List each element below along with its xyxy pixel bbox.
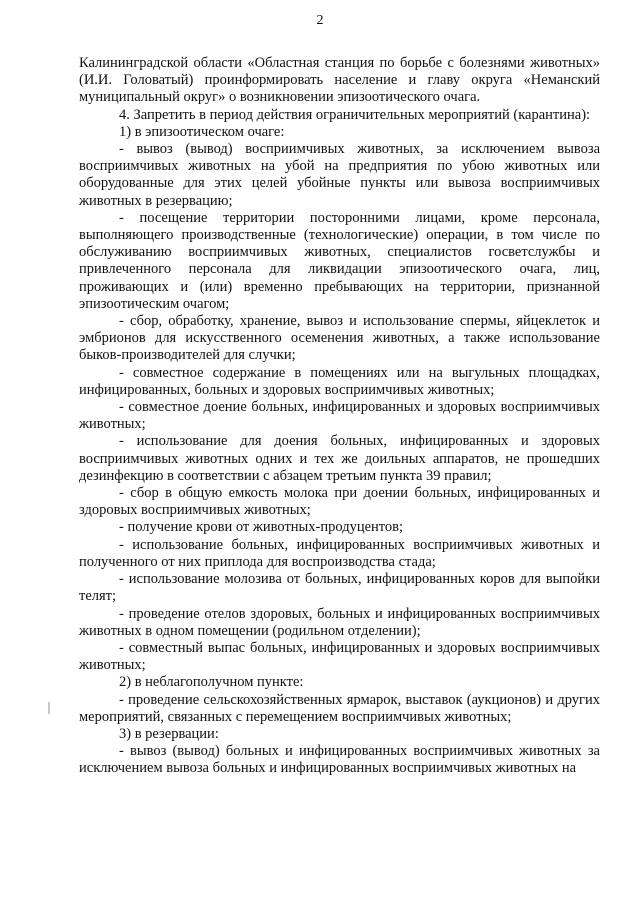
page-number: 2: [316, 13, 324, 28]
paragraph-item-4: 4. Запретить в период действия ограничительных мероприятий (карантина):: [119, 106, 591, 123]
document-body: [79, 55, 600, 778]
list-item: - проведение сельскохозяйственных ярмарок, выставок (аукционов) и других мероприятий, связанных с перемещением восприимчивых животных;: [79, 691, 600, 725]
subitem-episootic-focus: 1) в эпизоотическом очаге:: [119, 123, 285, 140]
list-item: - совместное содержание в помещениях или на выгульных площадках, инфицированных, больных и здоровых восприимчивых животных;: [79, 364, 600, 398]
list-item: - получение крови от животных-продуцентов;: [119, 519, 404, 536]
list-item: - сбор, обработку, хранение, вывоз и использование спермы, яйцеклеток и эмбрионов для искусственного осеменения животных, а также использование быков-производителей для случки;: [79, 313, 600, 364]
subitem-reservation: 3) в резервации:: [119, 725, 219, 742]
list-item: - вывоз (вывод) больных и инфицированных восприимчивых животных за исключением вывоза больных и инфицированных восприимчивых животных на: [79, 743, 600, 777]
margin-mark: [48, 702, 50, 714]
list-item: - проведение отелов здоровых, больных и инфицированных восприимчивых животных в одном помещении (родильном отделении);: [79, 605, 600, 639]
list-item: - совместный выпас больных, инфицированных и здоровых восприимчивых животных;: [79, 639, 600, 674]
list-item: - посещение территории посторонними лицами, кроме персонала, выполняющего производственные (технологические) операции, в том числе по обслуживанию восприимчивых животных, специалистов госветслужбы и привлеченного персонала для ликвидации эпизоотического очага, лиц, проживающих и (или) временно пребывающих на территории, признанной эпизоотическим очагом;: [79, 209, 600, 312]
list-item: - вывоз (вывод) восприимчивых животных, за исключением вывоза восприимчивых животных на убой на предприятия по убою животных или оборудованные для этих целей убойные пункты или вывоза восприимчивых животных в резервацию;: [79, 141, 600, 209]
list-item: - использование молозива от больных, инфицированных коров для выпойки телят;: [79, 571, 600, 605]
subitem-unfavorable-point: 2) в неблагополучном пункте:: [119, 674, 304, 691]
list-item: - сбор в общую емкость молока при доении больных, инфицированных и здоровых восприимчивых животных;: [79, 485, 600, 519]
list-item: - совместное доение больных, инфицированных и здоровых восприимчивых животных;: [79, 399, 600, 433]
list-item: - использование больных, инфицированных восприимчивых животных и полученного от них приплода для воспроизводства стада;: [79, 536, 600, 570]
list-item: - использование для доения больных, инфицированных и здоровых восприимчивых животных одних и тех же доильных аппаратов, не прошедших дезинфекцию в соответствии с абзацем третьим пункта 39 правил;: [79, 433, 600, 484]
paragraph-continuation: Калининградской области «Областная станция по борьбе с болезнями животных» (И.И. Головатый) проинформировать население и главу округа «Неманский муниципальный округ» о возникновении эпизоотического очага.: [79, 55, 600, 106]
